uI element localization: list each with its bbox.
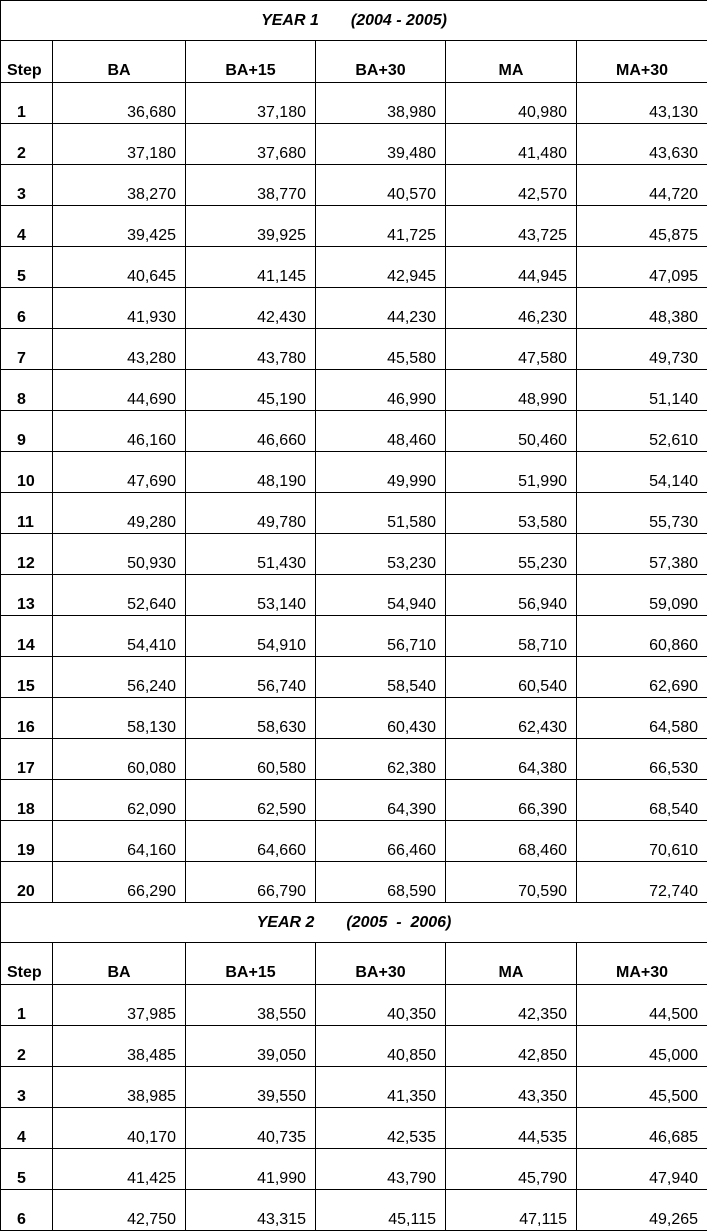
- salary-cell: 51,990: [446, 452, 577, 493]
- salary-cell: 47,095: [577, 247, 707, 288]
- salary-cell: 53,580: [446, 493, 577, 534]
- salary-cell: 43,350: [446, 1067, 577, 1108]
- salary-cell: 43,315: [186, 1190, 316, 1231]
- salary-cell: 56,740: [186, 657, 316, 698]
- step-cell: 3: [1, 165, 53, 206]
- salary-cell: 62,690: [577, 657, 707, 698]
- step-cell: 13: [1, 575, 53, 616]
- salary-cell: 68,540: [577, 780, 707, 821]
- column-header: MA+30: [577, 41, 707, 83]
- column-header: Step: [1, 41, 53, 83]
- salary-cell: 51,580: [316, 493, 446, 534]
- step-cell: 12: [1, 534, 53, 575]
- salary-cell: 39,050: [186, 1026, 316, 1067]
- salary-cell: 44,945: [446, 247, 577, 288]
- salary-cell: 40,350: [316, 985, 446, 1026]
- salary-cell: 50,930: [53, 534, 186, 575]
- column-header-row: [1, 943, 707, 985]
- step-cell: 11: [1, 493, 53, 534]
- salary-cell: 37,985: [53, 985, 186, 1026]
- salary-cell: 45,500: [577, 1067, 707, 1108]
- salary-cell: 44,535: [446, 1108, 577, 1149]
- salary-cell: 55,730: [577, 493, 707, 534]
- salary-cell: 52,640: [53, 575, 186, 616]
- salary-cell: 42,750: [53, 1190, 186, 1231]
- salary-cell: 59,090: [577, 575, 707, 616]
- column-header: BA+30: [316, 943, 446, 985]
- salary-cell: 60,540: [446, 657, 577, 698]
- step-cell: 8: [1, 370, 53, 411]
- salary-cell: 39,550: [186, 1067, 316, 1108]
- salary-cell: 38,980: [316, 83, 446, 124]
- salary-cell: 40,645: [53, 247, 186, 288]
- salary-cell: 60,430: [316, 698, 446, 739]
- salary-cell: 68,590: [316, 862, 446, 903]
- salary-cell: 41,425: [53, 1149, 186, 1190]
- year-label: YEAR 1: [261, 12, 319, 30]
- salary-cell: 72,740: [577, 862, 707, 903]
- salary-cell: 66,790: [186, 862, 316, 903]
- table-row: [1, 1149, 707, 1190]
- step-cell: 4: [1, 206, 53, 247]
- salary-cell: 56,710: [316, 616, 446, 657]
- salary-cell: 46,230: [446, 288, 577, 329]
- salary-cell: 43,780: [186, 329, 316, 370]
- table-row: [1, 411, 707, 452]
- salary-cell: 57,380: [577, 534, 707, 575]
- year-title-cell: [1, 903, 707, 943]
- salary-cell: 40,570: [316, 165, 446, 206]
- table-row: [1, 780, 707, 821]
- salary-cell: 43,630: [577, 124, 707, 165]
- year-period: (2005 - 2006): [346, 914, 451, 932]
- salary-cell: 45,000: [577, 1026, 707, 1067]
- salary-cell: 51,140: [577, 370, 707, 411]
- table-row: [1, 329, 707, 370]
- salary-cell: 42,350: [446, 985, 577, 1026]
- salary-cell: 38,770: [186, 165, 316, 206]
- salary-cell: 41,990: [186, 1149, 316, 1190]
- table-row: [1, 124, 707, 165]
- table-row: [1, 821, 707, 862]
- column-header-row: [1, 41, 707, 83]
- table-row: [1, 534, 707, 575]
- salary-cell: 49,265: [577, 1190, 707, 1231]
- salary-cell: 45,190: [186, 370, 316, 411]
- table-row: [1, 493, 707, 534]
- salary-cell: 41,480: [446, 124, 577, 165]
- column-header: Step: [1, 943, 53, 985]
- salary-cell: 39,925: [186, 206, 316, 247]
- salary-cell: 66,460: [316, 821, 446, 862]
- salary-cell: 49,730: [577, 329, 707, 370]
- salary-cell: 62,590: [186, 780, 316, 821]
- salary-cell: 42,570: [446, 165, 577, 206]
- salary-cell: 64,580: [577, 698, 707, 739]
- salary-cell: 45,875: [577, 206, 707, 247]
- salary-cell: 41,930: [53, 288, 186, 329]
- step-cell: 6: [1, 288, 53, 329]
- salary-cell: 46,990: [316, 370, 446, 411]
- table-row: [1, 862, 707, 903]
- salary-cell: 60,580: [186, 739, 316, 780]
- salary-cell: 50,460: [446, 411, 577, 452]
- salary-cell: 44,720: [577, 165, 707, 206]
- salary-cell: 56,940: [446, 575, 577, 616]
- step-cell: 5: [1, 247, 53, 288]
- salary-cell: 70,590: [446, 862, 577, 903]
- salary-cell: 39,480: [316, 124, 446, 165]
- salary-cell: 55,230: [446, 534, 577, 575]
- salary-cell: 70,610: [577, 821, 707, 862]
- salary-cell: 46,160: [53, 411, 186, 452]
- salary-cell: 45,115: [316, 1190, 446, 1231]
- year-label: YEAR 2: [257, 914, 315, 932]
- salary-cell: 58,540: [316, 657, 446, 698]
- salary-cell: 60,080: [53, 739, 186, 780]
- salary-schedule-body: [1, 1, 707, 1231]
- salary-cell: 40,850: [316, 1026, 446, 1067]
- salary-cell: 48,990: [446, 370, 577, 411]
- salary-cell: 45,580: [316, 329, 446, 370]
- salary-cell: 49,990: [316, 452, 446, 493]
- salary-cell: 54,410: [53, 616, 186, 657]
- salary-cell: 53,140: [186, 575, 316, 616]
- step-cell: 17: [1, 739, 53, 780]
- step-cell: 16: [1, 698, 53, 739]
- column-header: BA+15: [186, 943, 316, 985]
- salary-cell: 41,725: [316, 206, 446, 247]
- step-cell: 2: [1, 1026, 53, 1067]
- table-row: [1, 739, 707, 780]
- salary-cell: 47,580: [446, 329, 577, 370]
- table-row: [1, 575, 707, 616]
- salary-cell: 52,610: [577, 411, 707, 452]
- salary-cell: 64,660: [186, 821, 316, 862]
- salary-cell: 40,980: [446, 83, 577, 124]
- salary-cell: 44,690: [53, 370, 186, 411]
- salary-cell: 64,160: [53, 821, 186, 862]
- step-cell: 10: [1, 452, 53, 493]
- salary-cell: 58,130: [53, 698, 186, 739]
- table-row: [1, 985, 707, 1026]
- salary-cell: 42,945: [316, 247, 446, 288]
- salary-cell: 66,290: [53, 862, 186, 903]
- table-row: [1, 165, 707, 206]
- step-cell: 15: [1, 657, 53, 698]
- salary-cell: 54,910: [186, 616, 316, 657]
- salary-cell: 38,985: [53, 1067, 186, 1108]
- step-cell: 7: [1, 329, 53, 370]
- salary-cell: 44,500: [577, 985, 707, 1026]
- step-cell: 18: [1, 780, 53, 821]
- salary-cell: 62,430: [446, 698, 577, 739]
- salary-cell: 42,535: [316, 1108, 446, 1149]
- salary-cell: 53,230: [316, 534, 446, 575]
- salary-cell: 43,130: [577, 83, 707, 124]
- table-row: [1, 1026, 707, 1067]
- salary-cell: 41,350: [316, 1067, 446, 1108]
- salary-cell: 44,230: [316, 288, 446, 329]
- salary-cell: 62,380: [316, 739, 446, 780]
- step-cell: 19: [1, 821, 53, 862]
- salary-cell: 62,090: [53, 780, 186, 821]
- step-cell: 9: [1, 411, 53, 452]
- column-header: BA: [53, 41, 186, 83]
- salary-cell: 60,860: [577, 616, 707, 657]
- salary-cell: 68,460: [446, 821, 577, 862]
- column-header: MA+30: [577, 943, 707, 985]
- step-cell: 1: [1, 985, 53, 1026]
- salary-cell: 41,145: [186, 247, 316, 288]
- salary-cell: 45,790: [446, 1149, 577, 1190]
- step-cell: 14: [1, 616, 53, 657]
- column-header: BA: [53, 943, 186, 985]
- table-row: [1, 206, 707, 247]
- year-title-row: [1, 903, 707, 943]
- salary-cell: 47,690: [53, 452, 186, 493]
- column-header: BA+30: [316, 41, 446, 83]
- salary-cell: 56,240: [53, 657, 186, 698]
- table-row: [1, 83, 707, 124]
- salary-cell: 42,850: [446, 1026, 577, 1067]
- salary-cell: 49,780: [186, 493, 316, 534]
- step-cell: 3: [1, 1067, 53, 1108]
- step-cell: 5: [1, 1149, 53, 1190]
- salary-cell: 66,530: [577, 739, 707, 780]
- table-row: [1, 698, 707, 739]
- year-title-cell: [1, 1, 707, 41]
- salary-cell: 48,380: [577, 288, 707, 329]
- salary-cell: 46,685: [577, 1108, 707, 1149]
- salary-cell: 58,630: [186, 698, 316, 739]
- salary-cell: 37,680: [186, 124, 316, 165]
- salary-cell: 54,140: [577, 452, 707, 493]
- salary-cell: 37,180: [186, 83, 316, 124]
- table-row: [1, 1108, 707, 1149]
- column-header: BA+15: [186, 41, 316, 83]
- salary-cell: 43,790: [316, 1149, 446, 1190]
- table-row: [1, 247, 707, 288]
- table-row: [1, 370, 707, 411]
- salary-cell: 40,170: [53, 1108, 186, 1149]
- salary-cell: 43,280: [53, 329, 186, 370]
- salary-cell: 47,115: [446, 1190, 577, 1231]
- salary-cell: 58,710: [446, 616, 577, 657]
- salary-cell: 49,280: [53, 493, 186, 534]
- column-header: MA: [446, 943, 577, 985]
- salary-cell: 36,680: [53, 83, 186, 124]
- salary-cell: 48,190: [186, 452, 316, 493]
- step-cell: 2: [1, 124, 53, 165]
- salary-cell: 40,735: [186, 1108, 316, 1149]
- salary-cell: 38,550: [186, 985, 316, 1026]
- year-period: (2004 - 2005): [351, 12, 447, 30]
- step-cell: 6: [1, 1190, 53, 1231]
- salary-cell: 66,390: [446, 780, 577, 821]
- salary-cell: 47,940: [577, 1149, 707, 1190]
- salary-cell: 39,425: [53, 206, 186, 247]
- column-header: MA: [446, 41, 577, 83]
- step-cell: 20: [1, 862, 53, 903]
- salary-cell: 42,430: [186, 288, 316, 329]
- table-row: [1, 1190, 707, 1231]
- salary-cell: 54,940: [316, 575, 446, 616]
- salary-cell: 51,430: [186, 534, 316, 575]
- salary-cell: 48,460: [316, 411, 446, 452]
- table-row: [1, 288, 707, 329]
- year-title-row: [1, 1, 707, 41]
- table-row: [1, 452, 707, 493]
- table-row: [1, 657, 707, 698]
- step-cell: 1: [1, 83, 53, 124]
- salary-cell: 46,660: [186, 411, 316, 452]
- table-row: [1, 1067, 707, 1108]
- salary-cell: 37,180: [53, 124, 186, 165]
- salary-cell: 64,380: [446, 739, 577, 780]
- salary-cell: 38,485: [53, 1026, 186, 1067]
- salary-cell: 38,270: [53, 165, 186, 206]
- step-cell: 4: [1, 1108, 53, 1149]
- salary-cell: 43,725: [446, 206, 577, 247]
- table-row: [1, 616, 707, 657]
- salary-cell: 64,390: [316, 780, 446, 821]
